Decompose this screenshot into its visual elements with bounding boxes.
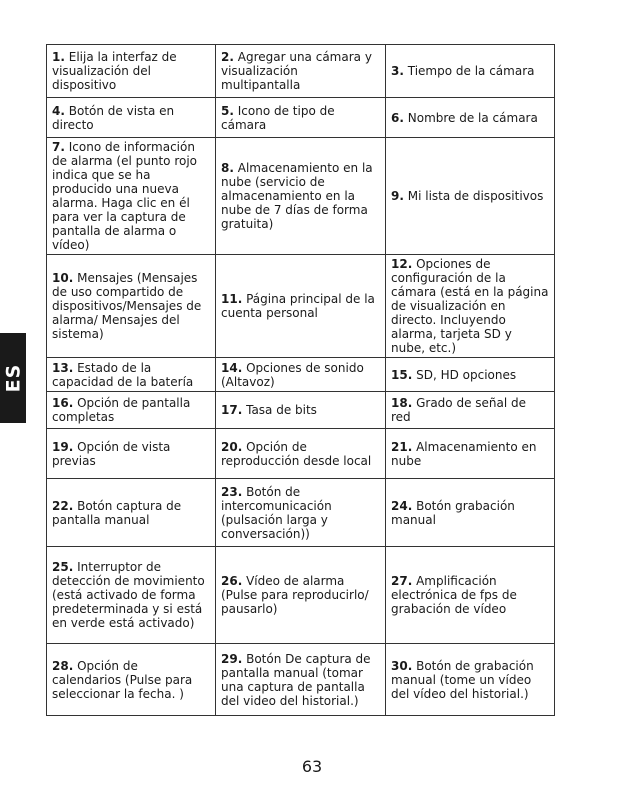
item-description: Nombre de la cámara [407, 110, 538, 125]
legend-cell [47, 138, 216, 255]
legend-cell [216, 45, 386, 98]
item-description: Botón de grabación manual (tome un vídeo del vídeo del historial.) [391, 658, 534, 701]
item-number: 18. [391, 396, 413, 410]
item-number: 1. [52, 50, 65, 64]
item-description: Botón de vista en directo [52, 103, 175, 132]
legend-cell [47, 45, 216, 98]
item-description: Elija la interfaz de visualización del dispositivo [52, 50, 177, 92]
item-description: Almacenamiento en nube [391, 439, 537, 468]
item-description: Botón grabación manual [391, 498, 515, 527]
item-description: Opciones de sonido (Altavoz) [221, 360, 364, 389]
item-description: Opción de vista previas [52, 439, 171, 468]
item-number: 6. [391, 110, 404, 125]
page-number: 63 [301, 757, 323, 776]
language-tab [0, 333, 26, 423]
item-description: Botón captura de pantalla manual [52, 498, 182, 527]
legend-cell [216, 479, 386, 547]
item-number: 19. [52, 439, 74, 454]
item-description: Grado de señal de red [391, 396, 527, 424]
item-number: 9. [391, 189, 404, 203]
legend-cell [216, 358, 386, 392]
item-description: Opción de pantalla completas [52, 396, 191, 424]
item-description: Icono de tipo de cámara [221, 103, 335, 132]
item-number: 7. [52, 140, 65, 154]
item-number: 26. [221, 574, 243, 588]
table-row [47, 45, 555, 98]
item-description: SD, HD opciones [416, 367, 517, 382]
legend-cell [386, 255, 555, 358]
legend-cell [386, 479, 555, 547]
legend-cell [386, 392, 555, 429]
item-number: 13. [52, 360, 74, 375]
legend-cell [386, 429, 555, 479]
item-number: 27. [391, 574, 413, 588]
item-number: 3. [391, 64, 404, 78]
item-number: 23. [221, 484, 243, 499]
item-number: 4. [52, 103, 65, 118]
item-description: Tasa de bits [246, 403, 317, 417]
item-number: 30. [391, 658, 413, 673]
item-number: 16. [52, 396, 74, 410]
legend-cell [216, 644, 386, 716]
item-number: 14. [221, 360, 243, 375]
table-row [47, 255, 555, 358]
legend-cell [47, 358, 216, 392]
item-description: Mi lista de dispositivos [407, 189, 544, 203]
table-row [47, 358, 555, 392]
item-number: 8. [221, 161, 234, 175]
item-number: 15. [391, 367, 413, 382]
item-description: Almacenamiento en la nube (servicio de almacenamiento en la nube de 7 días de forma gratuita) [221, 161, 373, 231]
item-description: Icono de información de alarma (el punto rojo indica que se ha producido una nueva alarma. Haga clic en él para ver la captura de pantalla de alarma o vídeo) [52, 140, 198, 252]
legend-cell [386, 358, 555, 392]
item-number: 20. [221, 439, 243, 454]
item-description: Amplificación electrónica de fps de grabación de vídeo [391, 574, 517, 616]
legend-cell [47, 479, 216, 547]
item-number: 17. [221, 403, 243, 417]
legend-cell [216, 392, 386, 429]
language-tab-label: ES [2, 363, 25, 393]
table-row [47, 547, 555, 644]
item-description: Agregar una cámara y visualización multipantalla [221, 50, 372, 92]
item-description: Botón De captura de pantalla manual (tomar una captura de pantalla del video del historial.) [221, 651, 371, 708]
legend-cell [47, 392, 216, 429]
legend-cell [216, 429, 386, 479]
item-description: Mensajes (Mensajes de uso compartido de dispositivos/Mensajes de alarma/ Mensajes del sistema) [52, 271, 202, 341]
table-row [47, 429, 555, 479]
legend-cell [47, 429, 216, 479]
item-number: 29. [221, 651, 243, 666]
legend-cell [386, 547, 555, 644]
item-description: Vídeo de alarma (Pulse para reproducirlo/ pausarlo) [221, 574, 369, 616]
item-description: Página principal de la cuenta personal [221, 292, 375, 320]
item-number: 24. [391, 498, 413, 513]
table-row [47, 392, 555, 429]
table-row [47, 479, 555, 547]
legend-cell [216, 138, 386, 255]
legend-cell [216, 98, 386, 138]
legend-cell [47, 98, 216, 138]
legend-cell [216, 547, 386, 644]
item-description: Interruptor de detección de movimiento (está activado de forma predeterminada y si está en verde está activado) [52, 560, 205, 630]
legend-cell [386, 138, 555, 255]
table-row [47, 644, 555, 716]
item-description: Opción de calendarios (Pulse para seleccionar la fecha. ) [52, 658, 193, 701]
item-description: Opciones de configuración de la cámara (está en la página de visualización en directo. Incluyendo alarma, tarjeta SD y nube, etc.) [391, 257, 549, 355]
item-number: 11. [221, 292, 243, 306]
item-number: 21. [391, 439, 413, 454]
item-number: 5. [221, 103, 234, 118]
legend-cell [216, 255, 386, 358]
legend-cell [386, 644, 555, 716]
item-description: Opción de reproducción desde local [221, 439, 372, 468]
item-description: Estado de la capacidad de la batería [52, 360, 194, 389]
item-number: 25. [52, 560, 74, 574]
table-row [47, 138, 555, 255]
item-number: 28. [52, 658, 74, 673]
legend-cell [47, 547, 216, 644]
item-number: 22. [52, 498, 74, 513]
item-number: 12. [391, 257, 413, 271]
legend-cell [386, 98, 555, 138]
legend-cell [47, 644, 216, 716]
item-number: 2. [221, 50, 234, 64]
legend-cell [386, 45, 555, 98]
item-description: Botón de intercomunicación (pulsación larga y conversación)) [221, 484, 332, 541]
legend-table [46, 44, 555, 716]
table-row [47, 98, 555, 138]
item-description: Tiempo de la cámara [407, 64, 535, 78]
item-number: 10. [52, 271, 74, 285]
legend-cell [47, 255, 216, 358]
